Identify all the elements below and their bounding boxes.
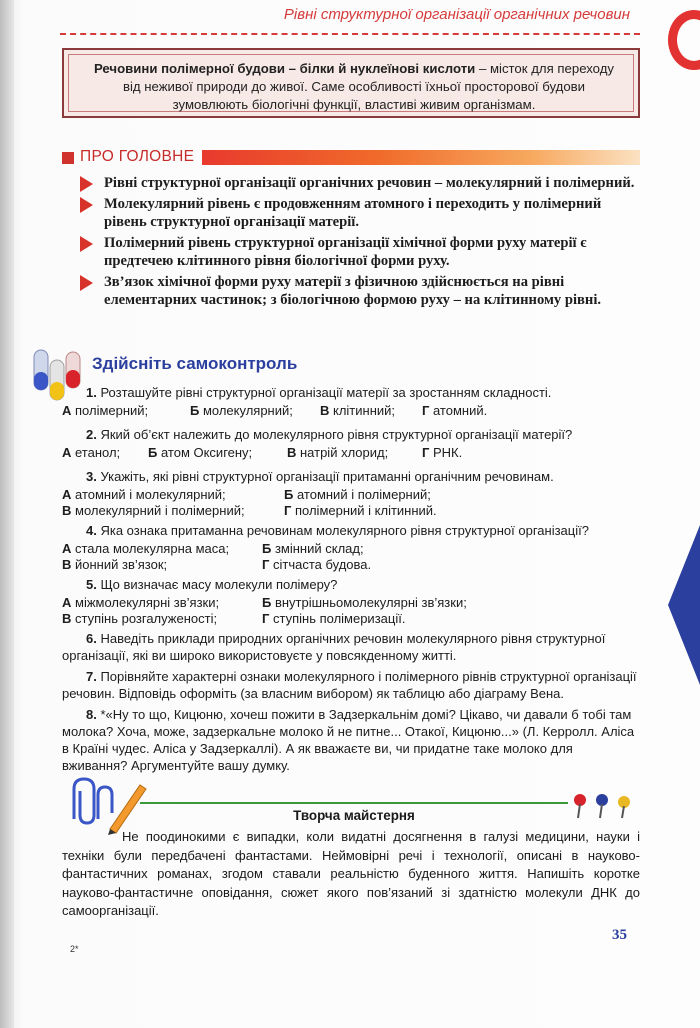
- answers-2: А етанол; Б атом Оксигену; В натрій хлорид; Г РНК.: [62, 445, 463, 460]
- edge-marker-icon: [668, 525, 700, 685]
- answers-3a: А атомний і молекулярний; Б атомний і полімерний;: [62, 487, 431, 502]
- header-dashed-rule: [60, 33, 640, 35]
- triangle-bullet-icon: [80, 197, 93, 213]
- page-spine: [0, 0, 14, 1028]
- creative-rule: [140, 802, 568, 804]
- triangle-bullet-icon: [80, 275, 93, 291]
- question-6: 6. Наведіть приклади природних органічних речовин молекулярного рівня структурної організації, які ви широко використовуєте у повсякденному житті.: [62, 631, 606, 663]
- summary-item: Рівні структурної організації органічних речовин – молекулярний і полімерний.: [78, 174, 638, 193]
- answers-5a: А міжмолекулярні зв’язки; Б внутрішньомолекулярні зв’язки;: [62, 595, 467, 610]
- intro-bold: Речовини полімерної будови – білки й нуклеїнові кислоти: [93, 61, 476, 76]
- question-2: 2. Який об’єкт належить до молекулярного рівня структурної організації матерії?: [86, 427, 573, 442]
- selfcheck-title: Здійсніть самоконтроль: [92, 354, 298, 373]
- summary-list: [78, 174, 638, 312]
- page-number: 35: [612, 927, 627, 943]
- question-5: 5. Що визначає масу молекули полімеру?: [86, 577, 338, 592]
- question-3: 3. Укажіть, які рівні структурної організації притаманні органічним речовинам.: [86, 469, 554, 484]
- print-signature: 2*: [70, 944, 79, 954]
- chapter-tab-arc-icon: [668, 10, 700, 70]
- answers-4a: А стала молекулярна маса; Б змінний склад;: [62, 541, 364, 556]
- push-pins-icon: [568, 790, 638, 820]
- intro-text: [84, 60, 624, 114]
- question-8: 8. *«Ну то що, Кицюню, хочеш пожити в Задзеркальнім домі? Цікаво, чи давали б тобі там молока? Хоча, може, задзеркальне молоко й не питне... Отакої, Кицюню...» (Л. Керролл. Аліса в Країні чудес. Аліса у Задзеркаллі). А як вважаєте ви, чи придатне таке молоко для вживання? Аргументуйте вашу думку.: [62, 707, 635, 773]
- summary-title: ПРО ГОЛОВНЕ: [80, 148, 195, 165]
- square-bullet-icon: [62, 152, 74, 164]
- answers-3b: В молекулярний і полімерний; Г полімерний і клітинний.: [62, 503, 437, 518]
- paperclip-pencil-icon: [60, 775, 150, 835]
- running-title: Рівні структурної організації органічних речовин: [283, 6, 630, 23]
- intro-rest: – місток для переходу від неживої природи до живої. Саме особливості їхньої просторової будови зумовлюють біологічні функції, властиві живим організмам.: [122, 61, 615, 112]
- answers-5b: В ступінь розгалуженості; Г ступінь полімеризації.: [62, 611, 406, 626]
- answers-1: А полімерний; Б молекулярний; В клітинний; Г атомний.: [62, 403, 488, 418]
- triangle-bullet-icon: [80, 236, 93, 252]
- summary-item: Зв’язок хімічної форми руху матерії з фізичною здійснюється на рівні елементарних частинок; з біологічною формою руху – на клітинному рівні.: [78, 273, 638, 310]
- gradient-bar: [202, 150, 640, 165]
- question-7: 7. Порівняйте характерні ознаки молекулярного і полімерного рівнів структурної організації речовин. Відповідь оформіть (за власним вибором) як таблицю або діаграму Вена.: [62, 669, 637, 701]
- triangle-bullet-icon: [80, 176, 93, 192]
- question-1: 1. Розташуйте рівні структурної організації матерії за зростанням складності.: [86, 385, 552, 400]
- summary-item: Полімерний рівень структурної організації хімічної форми руху матерії є предтечею клітинного рівня біологічної форми руху.: [78, 234, 638, 271]
- creative-title: Творча майстерня: [293, 808, 415, 823]
- summary-item: Молекулярний рівень є продовженням атомного і переходить у полімерний рівень структурної організації матерії.: [78, 195, 638, 232]
- question-4: 4. Яка ознака притаманна речовинам молекулярного рівня структурної організації?: [86, 523, 589, 538]
- creative-text: Не поодинокими є випадки, коли видатні досягнення в галузі медицини, науки і техніки були передбачені фантастами. Неймовірні речі і технології, описані в науково-фантастичних романах, згодом ставали реальністю буденного життя. Напишіть коротке науково-фантастичне оповідання, сюжет якого пов’язаний зі здатністю молекули ДНК до самоорганізації.: [62, 829, 640, 919]
- intro-box: [62, 48, 640, 118]
- answers-4b: В йонний зв’язок; Г сітчаста будова.: [62, 557, 372, 572]
- summary-header: [62, 149, 640, 167]
